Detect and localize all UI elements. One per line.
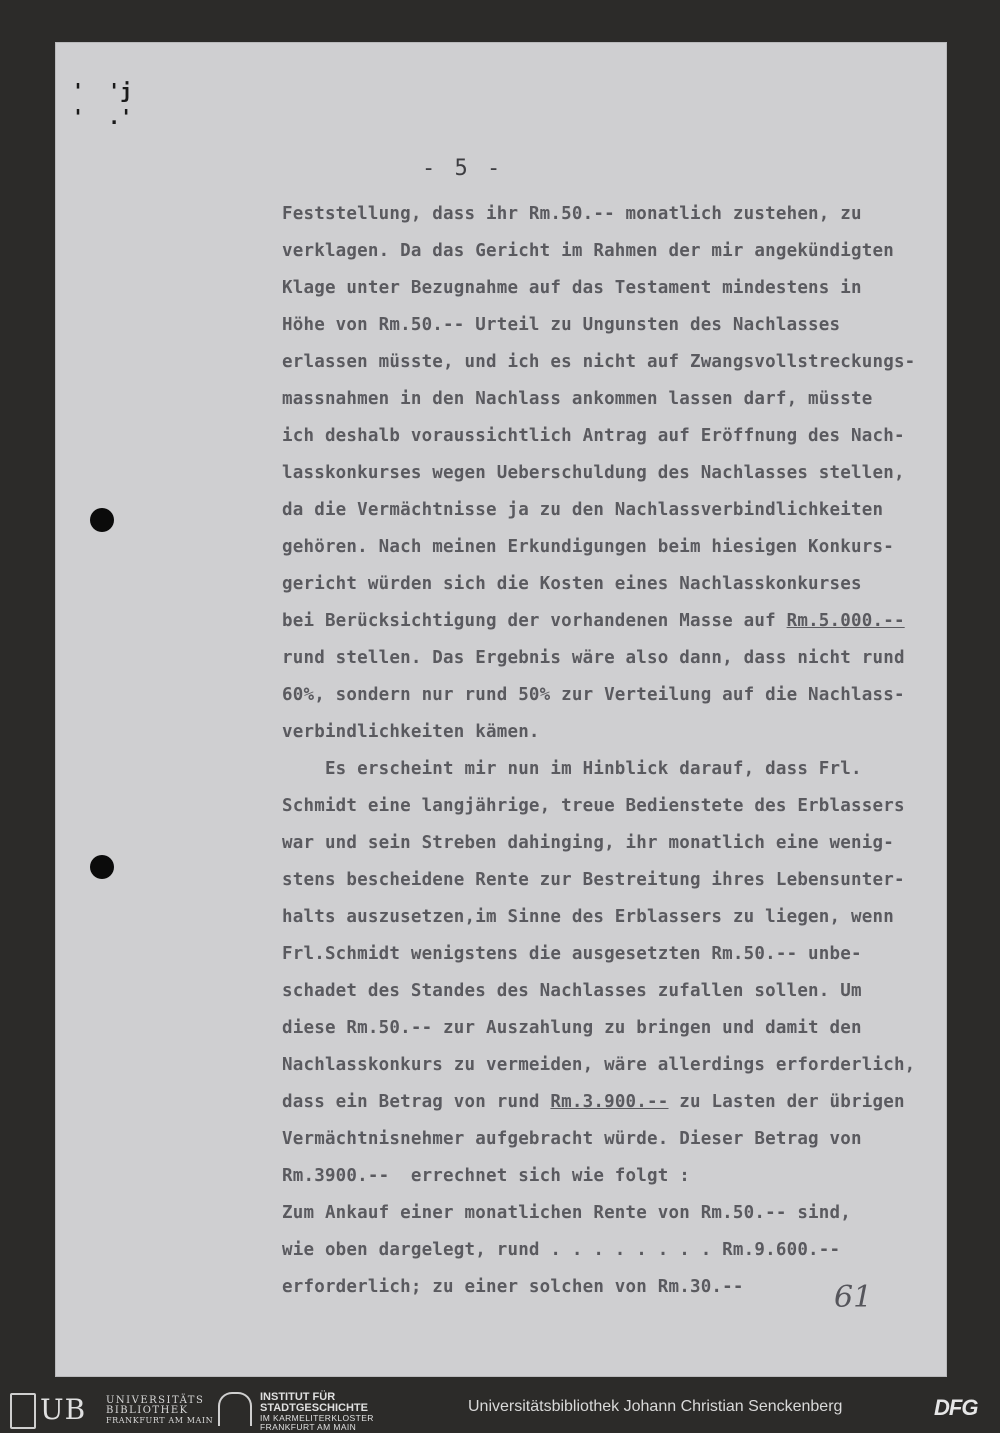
- ub-logo[interactable]: [10, 1393, 214, 1427]
- text-segment: dass ein Betrag von rund: [282, 1092, 551, 1112]
- text-line: Klage unter Bezugnahme auf das Testament mindestens in: [282, 278, 862, 298]
- ub-portrait-icon: [10, 1393, 36, 1429]
- text-line-with-amount: [282, 1084, 932, 1121]
- text-line: verbindlichkeiten kämen.: [282, 722, 540, 742]
- text-line: erforderlich; zu einer solchen von Rm.30.--: [282, 1277, 744, 1297]
- text-line: 60%, sondern nur rund 50% zur Verteilung auf die Nachlass-: [282, 685, 905, 705]
- text-line: gehören. Nach meinen Erkundigungen beim hiesigen Konkurs-: [282, 537, 894, 557]
- typewritten-text: [282, 196, 932, 1306]
- text-line: wie oben dargelegt, rund . . . . . . . . Rm.9.600.--: [282, 1240, 841, 1260]
- text-line: lasskonkurses wegen Ueberschuldung des Nachlasses stellen,: [282, 463, 905, 483]
- text-line: Zum Ankauf einer monatlichen Rente von Rm.50.-- sind,: [282, 1203, 852, 1223]
- text-line: ich deshalb voraussichtlich Antrag auf Eröffnung des Nach-: [282, 426, 905, 446]
- text-line: Vermächtnisnehmer aufgebracht würde. Dieser Betrag von: [282, 1129, 862, 1149]
- text-line: gericht würden sich die Kosten eines Nachlasskonkurses: [282, 574, 862, 594]
- footer-bar: [0, 1385, 1000, 1433]
- ub-name: [106, 1396, 213, 1426]
- text-line: verklagen. Da das Gericht im Rahmen der mir angekündigten: [282, 241, 894, 261]
- text-line: Es erscheint mir nun im Hinblick darauf, dass Frl.: [282, 759, 862, 779]
- isg-name-line: STADTGESCHICHTE: [260, 1402, 368, 1414]
- text-line: da die Vermächtnisse ja zu den Nachlassverbindlichkeiten: [282, 500, 884, 520]
- text-line: diese Rm.50.-- zur Auszahlung zu bringen und damit den: [282, 1018, 862, 1038]
- isg-sub-line: IM KARMELITERKLOSTER: [260, 1413, 374, 1423]
- text-line: rund stellen. Das Ergebnis wäre also dann, dass nicht rund: [282, 648, 905, 668]
- ub-letters: UB: [40, 1393, 87, 1426]
- text-segment: bei Berücksichtigung der vorhandenen Masse auf: [282, 611, 787, 631]
- page-number: - 5 -: [422, 156, 504, 181]
- underlined-amount: Rm.3.900.--: [550, 1092, 669, 1112]
- margin-marks: ' ': [72, 79, 85, 129]
- text-segment: zu Lasten der übrigen: [668, 1092, 905, 1112]
- text-line: stens bescheidene Rente zur Bestreitung ihres Lebensunter-: [282, 870, 905, 890]
- text-line: Nachlasskonkurs zu vermeiden, wäre allerdings erforderlich,: [282, 1055, 916, 1075]
- folio-number: 61: [834, 1280, 873, 1315]
- text-line-with-amount: [282, 603, 932, 640]
- underlined-amount: Rm.5.000.--: [786, 611, 905, 631]
- isg-name-line: INSTITUT FÜR: [260, 1391, 336, 1403]
- text-line: Höhe von Rm.50.-- Urteil zu Ungunsten des Nachlasses: [282, 315, 841, 335]
- text-line: Rm.3900.-- errechnet sich wie folgt :: [282, 1166, 690, 1186]
- text-line: schadet des Standes des Nachlasses zufallen sollen. Um: [282, 981, 862, 1001]
- text-line: erlassen müsste, und ich es nicht auf Zwangsvollstreckungs-: [282, 352, 916, 372]
- library-title[interactable]: Universitätsbibliothek Johann Christian Senckenberg: [468, 1398, 843, 1415]
- text-line: Feststellung, dass ihr Rm.50.-- monatlich zustehen, zu: [282, 204, 862, 224]
- text-line: war und sein Streben dahinging, ihr monatlich eine wenig-: [282, 833, 894, 853]
- ub-name-line: UNIVERSITÄTS: [106, 1395, 205, 1406]
- punch-hole-bottom: [90, 855, 114, 879]
- punch-hole-top: [90, 508, 114, 532]
- text-line: Schmidt eine langjährige, treue Bedienstete des Erblassers: [282, 796, 905, 816]
- ub-name-line: BIBLIOTHEK: [106, 1405, 189, 1416]
- isg-name: [260, 1392, 374, 1432]
- dfg-logo[interactable]: DFG: [934, 1395, 978, 1420]
- ub-city: FRANKFURT AM MAIN: [106, 1416, 214, 1425]
- text-line: halts auszusetzen,im Sinne des Erblassers zu liegen, wenn: [282, 907, 894, 927]
- text-line: massnahmen in den Nachlass ankommen lassen darf, müsste: [282, 389, 873, 409]
- text-line: Frl.Schmidt wenigstens die ausgesetzten Rm.50.-- unbe-: [282, 944, 862, 964]
- arch-icon: [218, 1392, 252, 1426]
- isg-sub-line: FRANKFURT AM MAIN: [260, 1422, 357, 1432]
- isg-logo[interactable]: [218, 1391, 438, 1432]
